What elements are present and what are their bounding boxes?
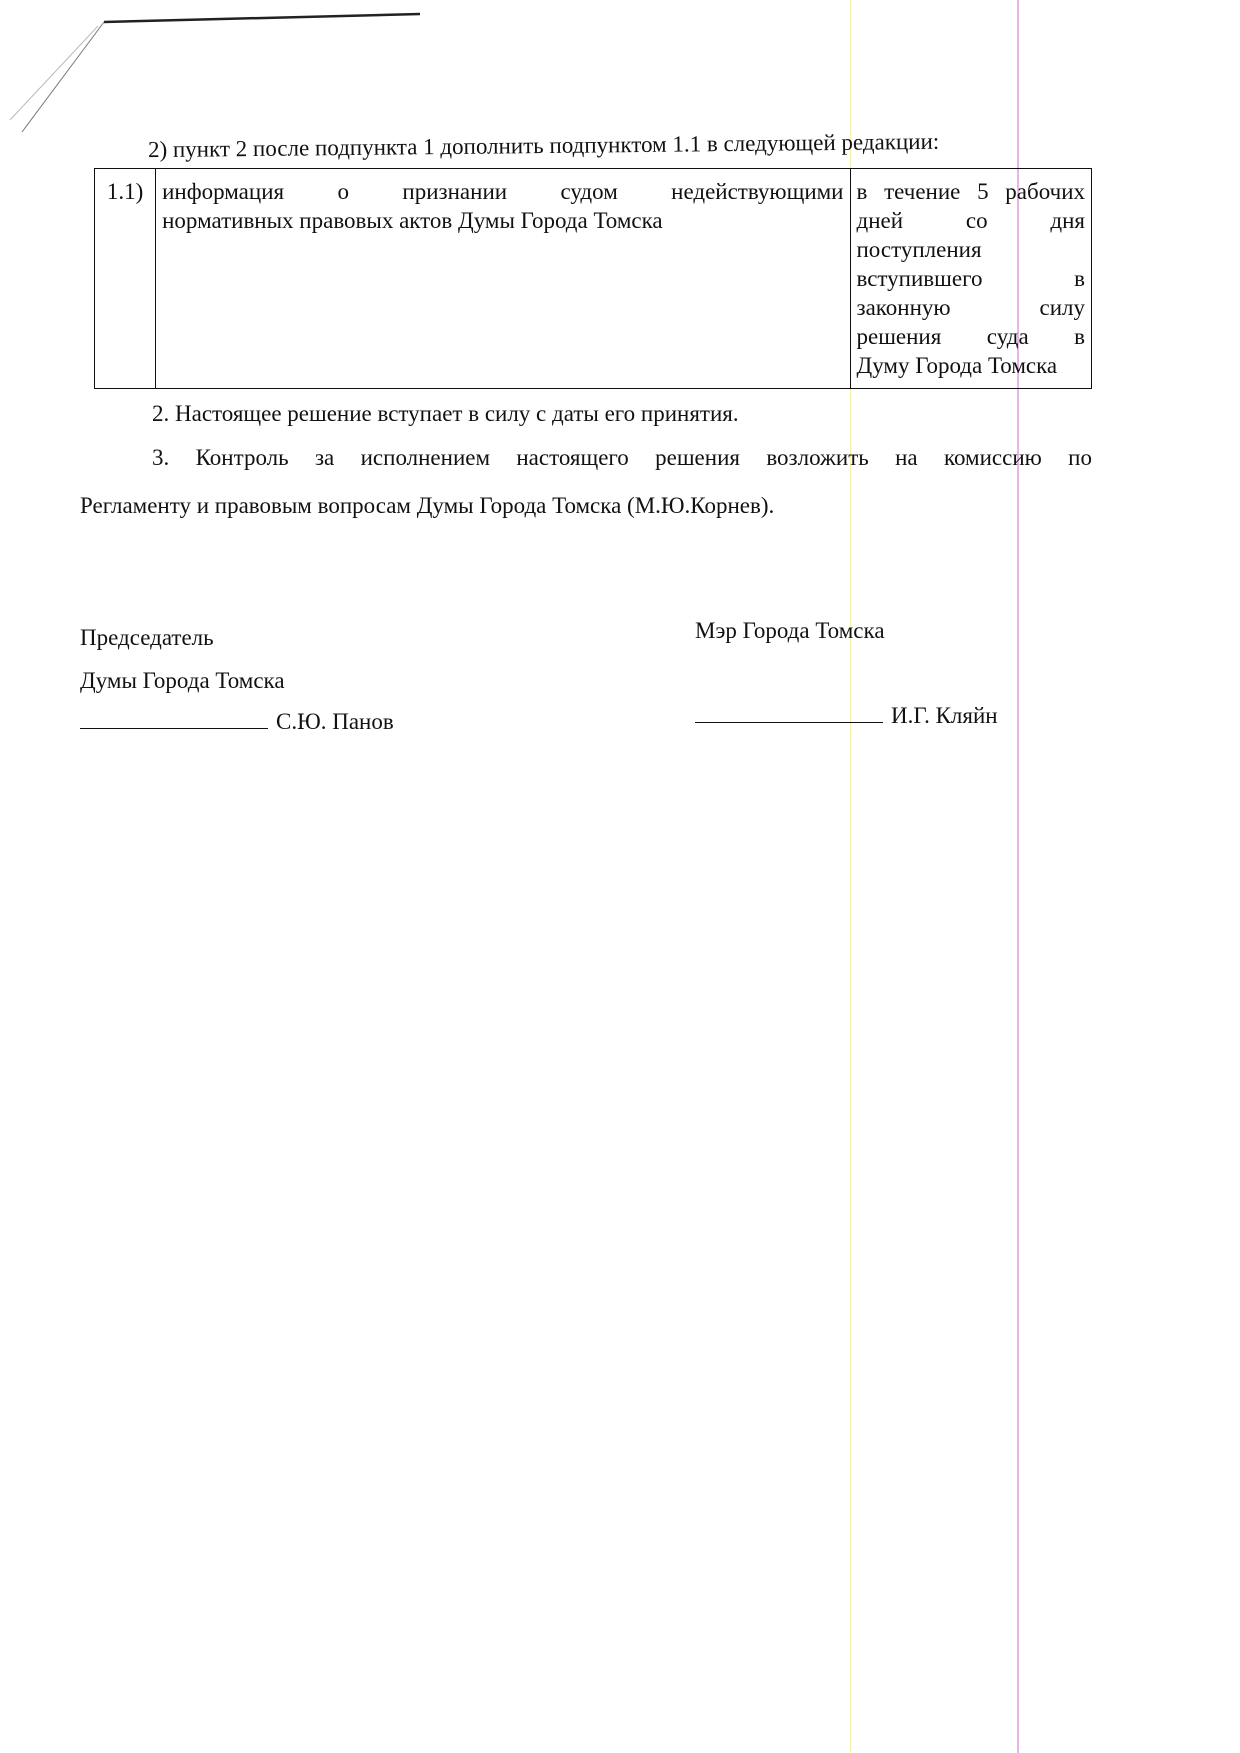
chairman-signature [80,708,394,736]
term-line: вступившего в [856,266,1085,291]
term-line: решения суда в [856,324,1085,349]
term-line: Думу Города Томска [856,353,1058,378]
amendment-intro: 2) пункт 2 после подпункта 1 дополнить подпунктом 1.1 в следующей редакции: [147,128,940,163]
term-line: в течение 5 рабочих [856,179,1085,204]
item-number: 1.1) [106,179,144,204]
signature-line [80,708,268,729]
mayor-signature [695,702,998,730]
description-cell [156,169,850,389]
mayor-name: И.Г. Кляйн [891,703,998,728]
item-3-line-2: Регламенту и правовым вопросам Думы Города Томска (М.Ю.Корнев). [80,493,775,518]
term-cell [850,169,1092,389]
table-row [95,169,1092,389]
signature-line [695,702,883,723]
item-3-line-1: 3. Контроль за исполнением настоящего решения возложить на комиссию по [152,445,1092,470]
item-2-text: 2. Настоящее решение вступает в силу с даты его принятия. [152,401,739,426]
term-line: законную силу [856,295,1085,320]
term-line: дней со дня [856,208,1085,233]
amendment-table [94,168,1092,389]
chairman-title: Председатель [80,625,214,650]
term-line: поступления [856,237,982,262]
description-line: нормативных правовых актов Думы Города Томска [162,208,663,233]
chairman-name: С.Ю. Панов [276,709,394,734]
mayor-title: Мэр Города Томска [695,618,885,643]
description-line: информация о признании судом недействующими [162,179,844,204]
scan-corner-edge [0,0,420,140]
item-number-cell [95,169,156,389]
duma-title: Думы Города Томска [80,668,285,693]
